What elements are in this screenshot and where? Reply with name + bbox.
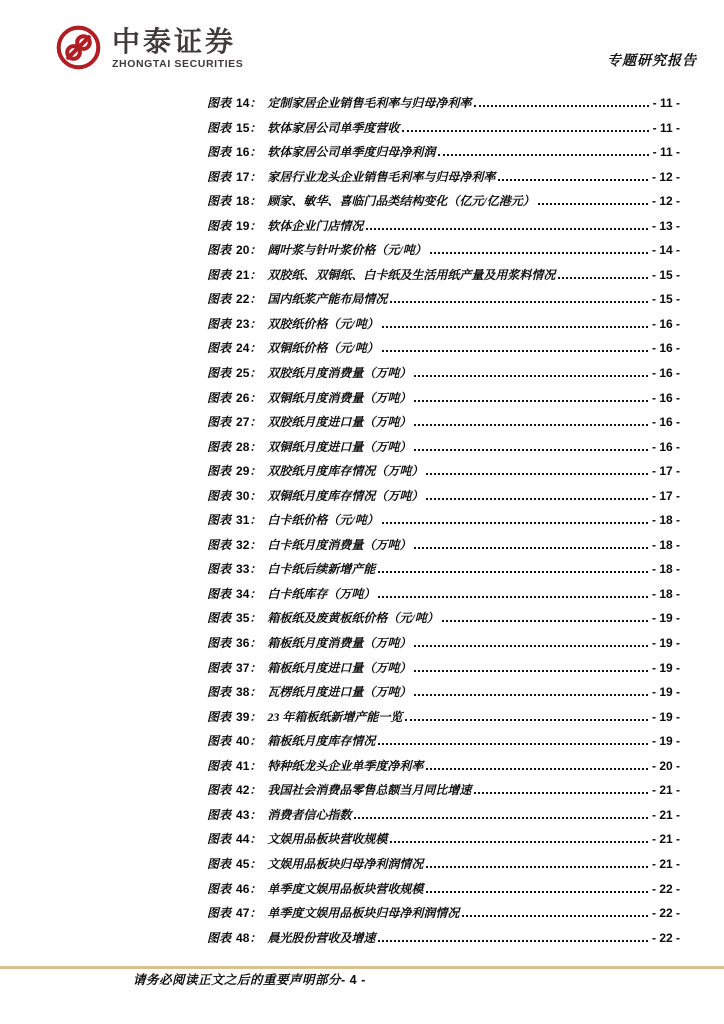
toc-entry[interactable] — [207, 631, 680, 656]
toc-entry-separator: ： — [249, 537, 262, 552]
toc-entry-separator: ： — [249, 832, 262, 847]
toc-entry-number: 39 — [236, 709, 250, 724]
toc-entry-page: - 11 - — [652, 120, 680, 135]
toc-entry-page: - 18 - — [651, 513, 680, 528]
dot-leader — [442, 620, 648, 622]
toc-entry-prefix: 图表 — [207, 758, 232, 773]
dot-leader — [378, 743, 648, 745]
dot-leader — [378, 940, 648, 942]
toc-entry-page: - 16 - — [651, 366, 680, 381]
page-footer — [133, 970, 366, 988]
dot-leader — [426, 768, 648, 770]
toc-entry-prefix: 图表 — [207, 734, 232, 749]
toc-entry[interactable] — [207, 778, 680, 803]
toc-entry-separator: ： — [249, 366, 262, 381]
toc-entry-number: 41 — [236, 758, 250, 773]
toc-entry-separator: ： — [249, 120, 262, 135]
toc-entry-title: 双铜纸价格（元/吨） — [267, 341, 379, 356]
toc-entry[interactable] — [207, 729, 680, 754]
dot-leader — [382, 350, 648, 352]
toc-entry[interactable] — [207, 877, 680, 902]
toc-entry-number: 43 — [236, 807, 250, 822]
toc-entry[interactable] — [207, 238, 680, 263]
toc-entry-page: - 12 - — [651, 169, 680, 184]
dot-leader — [538, 203, 648, 205]
toc-entry-number: 26 — [236, 390, 250, 405]
toc-entry-title: 双胶纸价格（元/吨） — [267, 316, 379, 331]
toc-entry-page: - 21 - — [651, 856, 680, 871]
toc-entry-number: 18 — [236, 194, 250, 209]
dot-leader — [402, 130, 648, 132]
toc-entry-prefix: 图表 — [207, 169, 232, 184]
toc-entry-number: 34 — [236, 586, 250, 601]
dot-leader — [405, 719, 648, 721]
toc-entry-page: - 15 - — [651, 267, 680, 282]
toc-entry-separator: ： — [249, 709, 262, 724]
toc-entry-separator: ： — [249, 856, 262, 871]
toc-entry-number: 29 — [236, 464, 250, 479]
toc-entry[interactable] — [207, 680, 680, 705]
toc-entry-title: 双胶纸月度进口量（万吨） — [267, 415, 412, 430]
toc-entry-prefix: 图表 — [207, 415, 232, 430]
toc-entry[interactable] — [207, 189, 680, 214]
page-header — [0, 0, 724, 86]
toc-entry-page: - 11 - — [652, 96, 680, 110]
toc-entry[interactable] — [207, 336, 680, 361]
toc-entry-separator: ： — [249, 685, 262, 700]
toc-entry-number: 28 — [236, 439, 250, 454]
toc-entry-prefix: 图表 — [207, 120, 232, 135]
toc-entry-separator: ： — [249, 783, 262, 798]
footer-disclaimer: 请务必阅读正文之后的重要声明部分 — [133, 973, 342, 987]
dot-leader — [354, 817, 648, 819]
toc-entry-page: - 21 - — [651, 807, 680, 822]
dot-leader — [414, 547, 648, 549]
toc-entry-separator: ： — [249, 341, 262, 356]
dot-leader — [414, 400, 648, 402]
toc-entry[interactable] — [207, 582, 680, 607]
toc-entry-title: 消费者信心指数 — [267, 807, 352, 822]
toc-entry-number: 14 — [236, 96, 250, 110]
toc-entry-separator: ： — [249, 586, 262, 601]
toc-entry-number: 35 — [236, 611, 250, 626]
toc-entry-number: 24 — [236, 341, 250, 356]
toc-entry-number: 22 — [236, 292, 250, 307]
toc-entry-title: 软体企业门店情况 — [267, 218, 364, 233]
toc-entry-separator: ： — [249, 390, 262, 405]
dot-leader — [414, 694, 648, 696]
dot-leader — [558, 277, 648, 279]
toc-entry[interactable] — [207, 165, 680, 190]
toc-entry-page: - 19 - — [651, 685, 680, 700]
toc-entry-separator: ： — [249, 145, 262, 160]
toc-entry[interactable] — [207, 557, 680, 582]
toc-entry-page: - 14 - — [651, 243, 680, 258]
toc-entry-title: 箱板纸月度消费量（万吨） — [267, 636, 412, 651]
toc-entry[interactable] — [207, 386, 680, 411]
toc-entry-prefix: 图表 — [207, 586, 232, 601]
toc-entry-number: 31 — [236, 513, 250, 528]
dot-leader — [430, 252, 648, 254]
toc-entry-page: - 16 - — [651, 316, 680, 331]
toc-entry-number: 42 — [236, 783, 250, 798]
toc-entry-number: 45 — [236, 856, 250, 871]
toc-entry-prefix: 图表 — [207, 636, 232, 651]
toc-entry-number: 40 — [236, 734, 250, 749]
dot-leader — [438, 154, 648, 156]
toc-entry-title: 定制家居企业销售毛利率与归母净利率 — [267, 96, 472, 110]
toc-entry-page: - 19 - — [651, 636, 680, 651]
dot-leader — [414, 670, 648, 672]
toc-entry-page: - 22 - — [651, 906, 680, 921]
toc-entry-title: 白卡纸后续新增产能 — [267, 562, 376, 577]
toc-entry-title: 箱板纸月度库存情况 — [267, 734, 376, 749]
toc-entry-separator: ： — [249, 96, 262, 110]
toc-entry[interactable] — [207, 606, 680, 631]
toc-entry-separator: ： — [249, 169, 262, 184]
toc-entry-prefix: 图表 — [207, 537, 232, 552]
toc-entry-separator: ： — [249, 243, 262, 258]
toc-entry-page: - 21 - — [651, 832, 680, 847]
toc-entry[interactable] — [207, 852, 680, 877]
dot-leader — [366, 228, 648, 230]
toc-entry[interactable] — [207, 287, 680, 312]
toc-entry-separator: ： — [249, 194, 262, 209]
toc-entry-number: 25 — [236, 366, 250, 381]
toc-entry-page: - 15 - — [651, 292, 680, 307]
toc-entry-separator: ： — [249, 660, 262, 675]
toc-entry[interactable] — [207, 803, 680, 828]
toc-entry-title: 晨光股份营收及增速 — [267, 930, 376, 945]
toc-entry-number: 30 — [236, 488, 250, 503]
toc-entry-number: 46 — [236, 881, 250, 896]
toc-entry-separator: ： — [249, 292, 262, 307]
toc-entry-title: 家居行业龙头企业销售毛利率与归母净利率 — [267, 169, 496, 184]
toc-entry-page: - 22 - — [651, 930, 680, 945]
toc-entry-page: - 16 - — [651, 341, 680, 356]
report-type-label: 专题研究报告 — [607, 54, 697, 69]
toc-entry-separator: ： — [249, 488, 262, 503]
toc-entry-separator: ： — [249, 734, 262, 749]
toc-entry-number: 32 — [236, 537, 250, 552]
toc-entry-title: 文娱用品板块营收规模 — [267, 832, 388, 847]
toc-entry-page: - 16 - — [651, 439, 680, 454]
toc-entry-page: - 11 - — [652, 145, 680, 160]
dot-leader — [414, 424, 648, 426]
toc-entry-number: 47 — [236, 906, 250, 921]
dot-leader — [426, 891, 648, 893]
toc-entry-prefix: 图表 — [207, 783, 232, 798]
toc-entry-page: - 19 - — [651, 611, 680, 626]
toc-entry-prefix: 图表 — [207, 464, 232, 479]
toc-entry-page: - 18 - — [651, 537, 680, 552]
toc-entry-page: - 17 - — [651, 464, 680, 479]
toc-entry[interactable] — [207, 361, 680, 386]
dot-leader — [426, 866, 648, 868]
toc-entry-prefix: 图表 — [207, 709, 232, 724]
toc-entry-number: 15 — [236, 120, 250, 135]
toc-entry-number: 23 — [236, 316, 250, 331]
toc-entry-separator: ： — [249, 464, 262, 479]
toc-entry[interactable] — [207, 656, 680, 681]
toc-entry-title: 单季度文娱用品板块归母净利润情况 — [267, 906, 460, 921]
brand — [56, 25, 243, 70]
toc-entry[interactable] — [207, 901, 680, 926]
toc-entry-separator: ： — [249, 807, 262, 822]
toc-entry-title: 双铜纸月度消费量（万吨） — [267, 390, 412, 405]
toc-entry[interactable] — [207, 116, 680, 141]
dot-leader — [426, 498, 648, 500]
toc-entry-page: - 13 - — [651, 218, 680, 233]
toc-entry-separator: ： — [249, 611, 262, 626]
dot-leader — [426, 473, 648, 475]
toc-entry-prefix: 图表 — [207, 316, 232, 331]
toc-entry-title: 双铜纸月度库存情况（万吨） — [267, 488, 424, 503]
toc-entry-prefix: 图表 — [207, 807, 232, 822]
toc-entry-prefix: 图表 — [207, 366, 232, 381]
toc-entry[interactable] — [207, 214, 680, 239]
dot-leader — [498, 179, 648, 181]
toc-entry-page: - 21 - — [651, 783, 680, 798]
toc-entry-page: - 18 - — [651, 562, 680, 577]
toc-entry-number: 20 — [236, 243, 250, 258]
toc-entry-prefix: 图表 — [207, 562, 232, 577]
toc-entry-separator: ： — [249, 218, 262, 233]
toc-entry-separator: ： — [249, 562, 262, 577]
toc-entry-separator: ： — [249, 906, 262, 921]
toc-entry-page: - 19 - — [651, 709, 680, 724]
toc-entry-prefix: 图表 — [207, 218, 232, 233]
dot-leader — [382, 326, 648, 328]
toc-entry-page: - 17 - — [651, 488, 680, 503]
toc-entry-prefix: 图表 — [207, 611, 232, 626]
toc-entry-prefix: 图表 — [207, 439, 232, 454]
toc-entry-page: - 16 - — [651, 415, 680, 430]
toc-entry[interactable] — [207, 91, 680, 116]
toc-entry-page: - 12 - — [651, 194, 680, 209]
toc-entry[interactable] — [207, 705, 680, 730]
toc-entry-separator: ： — [249, 636, 262, 651]
toc-entry[interactable] — [207, 410, 680, 435]
dot-leader — [414, 375, 648, 377]
toc-entry-number: 27 — [236, 415, 250, 430]
dot-leader — [390, 841, 648, 843]
dot-leader — [390, 301, 648, 303]
toc-entry-title: 特种纸龙头企业单季度净利率 — [267, 758, 424, 773]
toc-entry-number: 44 — [236, 832, 250, 847]
toc-entry-title: 瓦楞纸月度进口量（万吨） — [267, 685, 412, 700]
toc-entry-page: - 22 - — [651, 881, 680, 896]
toc-entry-number: 38 — [236, 685, 250, 700]
toc-entry-separator: ： — [249, 439, 262, 454]
toc-entry-separator: ： — [249, 513, 262, 528]
toc-entry-prefix: 图表 — [207, 243, 232, 258]
toc-entry-prefix: 图表 — [207, 194, 232, 209]
toc-entry-title: 文娱用品板块归母净利润情况 — [267, 856, 424, 871]
toc-entry-prefix: 图表 — [207, 832, 232, 847]
toc-entry-separator: ： — [249, 267, 262, 282]
toc-entry-prefix: 图表 — [207, 390, 232, 405]
toc-entry-prefix: 图表 — [207, 145, 232, 160]
toc-entry-title: 软体家居公司单季度归母净利润 — [267, 145, 436, 160]
dot-leader — [474, 792, 648, 794]
dot-leader — [378, 596, 648, 598]
toc-entry-title: 单季度文娱用品板块营收规模 — [267, 881, 424, 896]
toc-entry-separator: ： — [249, 881, 262, 896]
toc-entry-prefix: 图表 — [207, 906, 232, 921]
toc-entry[interactable] — [207, 140, 680, 165]
toc-entry-title: 双铜纸月度进口量（万吨） — [267, 439, 412, 454]
toc-entry-number: 17 — [236, 169, 250, 184]
dot-leader — [378, 571, 648, 573]
toc-entry-title: 双胶纸月度库存情况（万吨） — [267, 464, 424, 479]
toc-entry-title: 白卡纸月度消费量（万吨） — [267, 537, 412, 552]
toc-entry-number: 36 — [236, 636, 250, 651]
toc-entry[interactable] — [207, 508, 680, 533]
toc-entry-page: - 16 - — [651, 390, 680, 405]
toc-entry[interactable] — [207, 827, 680, 852]
toc-entry-title: 箱板纸及废黄板纸价格（元/吨） — [267, 611, 439, 626]
toc-entry-number: 33 — [236, 562, 250, 577]
toc-entry-number: 16 — [236, 145, 250, 160]
figure-toc-list — [207, 91, 680, 950]
toc-entry-prefix: 图表 — [207, 292, 232, 307]
toc-entry-page: - 20 - — [651, 758, 680, 773]
dot-leader — [414, 449, 648, 451]
toc-entry[interactable] — [207, 263, 680, 288]
toc-entry-title: 23 年箱板纸新增产能一览 — [267, 709, 403, 724]
zhongtai-logo-icon — [56, 25, 101, 70]
toc-entry-prefix: 图表 — [207, 488, 232, 503]
toc-entry-prefix: 图表 — [207, 685, 232, 700]
toc-entry-prefix: 图表 — [207, 856, 232, 871]
toc-entry-page: - 18 - — [651, 586, 680, 601]
toc-entry-number: 21 — [236, 267, 250, 282]
toc-entry[interactable] — [207, 435, 680, 460]
toc-entry-title: 国内纸浆产能布局情况 — [267, 292, 388, 307]
brand-name-en: ZHONGTAI SECURITIES — [112, 58, 244, 70]
dot-leader — [462, 915, 648, 917]
toc-entry-title: 我国社会消费品零售总额当月同比增速 — [267, 783, 472, 798]
toc-entry-number: 48 — [236, 930, 250, 945]
dot-leader — [414, 645, 648, 647]
toc-entry-title: 双胶纸月度消费量（万吨） — [267, 366, 412, 381]
toc-entry-separator: ： — [249, 758, 262, 773]
toc-entry-prefix: 图表 — [207, 341, 232, 356]
toc-entry[interactable] — [207, 484, 680, 509]
toc-entry-title: 软体家居公司单季度营收 — [267, 120, 400, 135]
toc-entry-title: 白卡纸库存（万吨） — [267, 586, 376, 601]
toc-entry[interactable] — [207, 926, 680, 951]
toc-entry-separator: ： — [249, 316, 262, 331]
brand-text — [112, 25, 243, 70]
toc-entry-number: 19 — [236, 218, 250, 233]
toc-entry-page: - 19 - — [651, 734, 680, 749]
dot-leader — [382, 522, 648, 524]
toc-entry-title: 箱板纸月度进口量（万吨） — [267, 660, 412, 675]
toc-entry-title: 阔叶浆与针叶浆价格（元/吨） — [267, 243, 427, 258]
toc-entry-prefix: 图表 — [207, 513, 232, 528]
toc-entry-prefix: 图表 — [207, 660, 232, 675]
footer-page-number: - 4 - — [341, 973, 366, 987]
footer-divider — [0, 966, 724, 969]
toc-entry-prefix: 图表 — [207, 881, 232, 896]
toc-entry-title: 顾家、敏华、喜临门品类结构变化（亿元/亿港元） — [267, 194, 535, 209]
toc-entry-prefix: 图表 — [207, 267, 232, 282]
toc-entry-page: - 19 - — [651, 660, 680, 675]
toc-entry[interactable] — [207, 312, 680, 337]
brand-name-cn: 中泰证券 — [112, 26, 237, 57]
toc-entry-separator: ： — [249, 930, 262, 945]
dot-leader — [474, 105, 648, 107]
toc-entry[interactable] — [207, 754, 680, 779]
toc-entry-prefix: 图表 — [207, 96, 232, 110]
toc-entry-number: 37 — [236, 660, 250, 675]
toc-entry[interactable] — [207, 533, 680, 558]
toc-entry[interactable] — [207, 459, 680, 484]
toc-entry-prefix: 图表 — [207, 930, 232, 945]
toc-entry-title: 白卡纸价格（元/吨） — [267, 513, 379, 528]
toc-entry-separator: ： — [249, 415, 262, 430]
toc-entry-title: 双胶纸、双铜纸、白卡纸及生活用纸产量及用浆料情况 — [267, 267, 556, 282]
